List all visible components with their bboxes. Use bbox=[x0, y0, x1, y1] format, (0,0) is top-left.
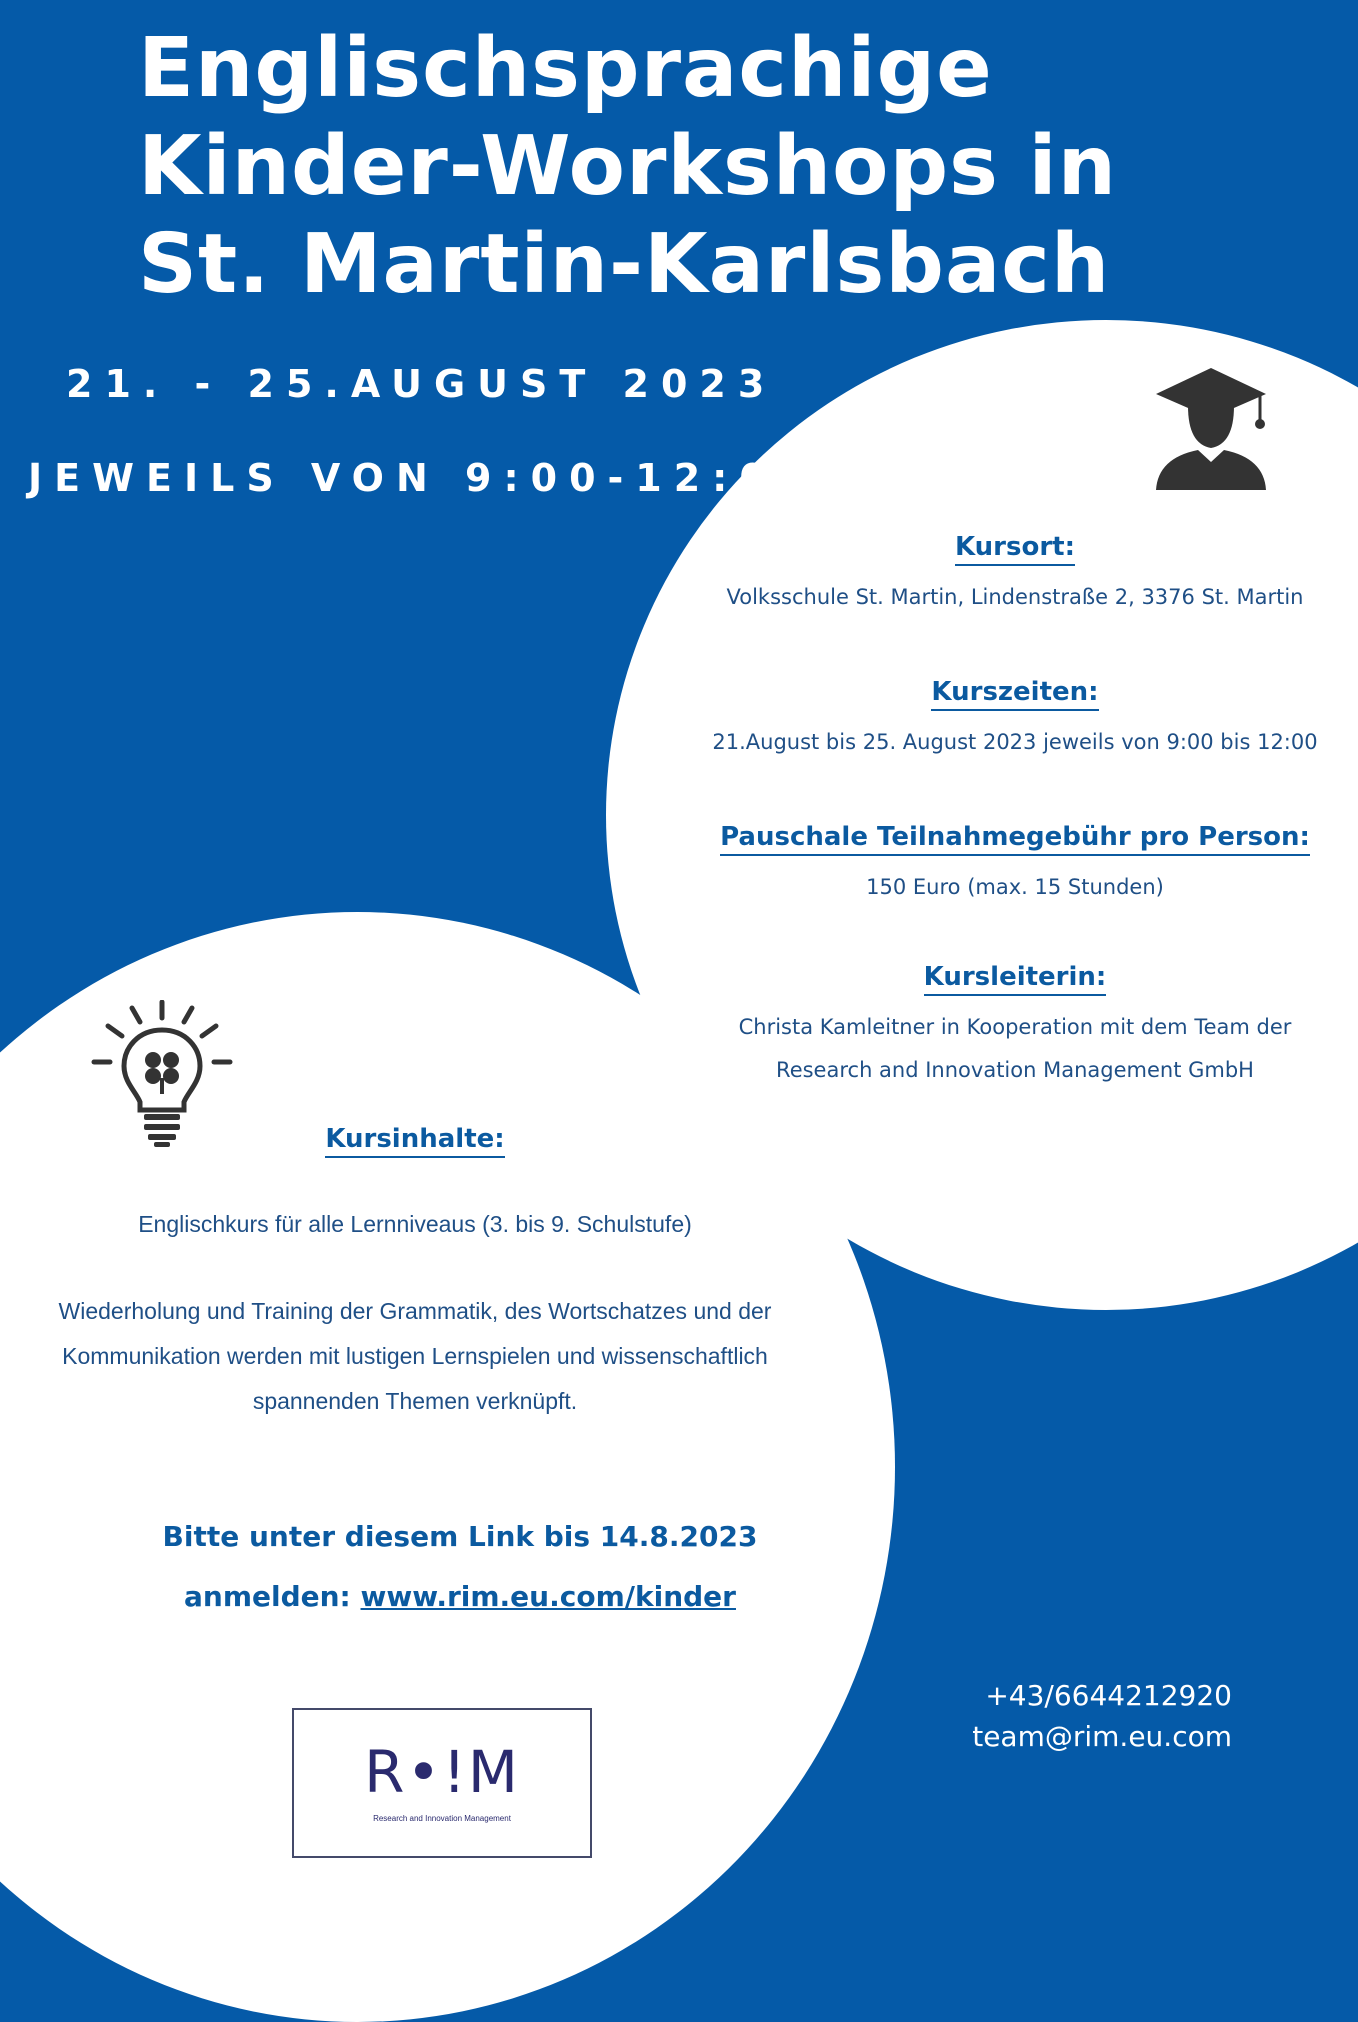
kursort-heading: Kursort: bbox=[955, 532, 1075, 566]
title-line-2: Kinder-Workshops in bbox=[138, 119, 1118, 214]
logo-text: R•!M bbox=[364, 1738, 520, 1806]
kursinhalte-level: Englischkurs für alle Lernniveaus (3. bis 9. Schulstufe) bbox=[138, 1211, 692, 1237]
description-line-1: Wiederholung und Training der Grammatik, des Wortschatzes und der bbox=[58, 1298, 772, 1324]
contact-email[interactable]: team@rim.eu.com bbox=[972, 1720, 1232, 1753]
registration-line-2 bbox=[120, 1567, 800, 1627]
registration-prefix: anmelden: bbox=[184, 1580, 351, 1613]
page-title bbox=[138, 20, 1117, 314]
kursinhalte-description bbox=[0, 1289, 830, 1424]
contact-block bbox=[900, 1675, 1232, 1757]
graduate-icon bbox=[1148, 366, 1274, 492]
time-range: JEWEILS VON 9:00-12:00 bbox=[28, 456, 817, 500]
registration-link[interactable]: www.rim.eu.com/kinder bbox=[360, 1580, 736, 1613]
kurszeiten-text: 21.August bis 25. August 2023 jeweils von 9:00 bis 12:00 bbox=[712, 730, 1318, 754]
registration-line-1: Bitte unter diesem Link bis 14.8.2023 bbox=[162, 1520, 758, 1553]
gebuehr-text: 150 Euro (max. 15 Stunden) bbox=[866, 875, 1164, 899]
logo-subtitle: Research and Innovation Management bbox=[373, 1814, 511, 1823]
section-gebuehr bbox=[670, 822, 1358, 909]
kurszeiten-heading: Kurszeiten: bbox=[931, 677, 1098, 711]
section-kursleiterin bbox=[670, 962, 1358, 1092]
kursort-text: Volksschule St. Martin, Lindenstraße 2, 3376 St. Martin bbox=[726, 585, 1304, 609]
date-range: 21. - 25.AUGUST 2023 bbox=[66, 362, 777, 406]
kursleiterin-line-1: Christa Kamleitner in Kooperation mit dem Team der bbox=[738, 1015, 1292, 1039]
kursleiterin-line-2: Research and Innovation Management GmbH bbox=[776, 1058, 1254, 1082]
gebuehr-heading: Pauschale Teilnahmegebühr pro Person: bbox=[720, 822, 1310, 856]
rim-logo bbox=[292, 1708, 592, 1858]
registration-block bbox=[120, 1507, 800, 1627]
section-kursinhalte bbox=[0, 1124, 830, 1158]
title-line-3: St. Martin-Karlsbach bbox=[138, 217, 1111, 312]
description-line-2: Kommunikation werden mit lustigen Lernspielen und wissenschaftlich bbox=[62, 1343, 768, 1369]
kursleiterin-heading: Kursleiterin: bbox=[924, 962, 1107, 996]
section-kurszeiten bbox=[670, 677, 1358, 764]
kursinhalte-heading: Kursinhalte: bbox=[325, 1124, 504, 1158]
section-kursort bbox=[670, 532, 1358, 619]
description-line-3: spannenden Themen verknüpft. bbox=[252, 1388, 578, 1414]
contact-phone[interactable]: +43/6644212920 bbox=[985, 1679, 1232, 1712]
title-line-1: Englischsprachige bbox=[138, 21, 993, 116]
